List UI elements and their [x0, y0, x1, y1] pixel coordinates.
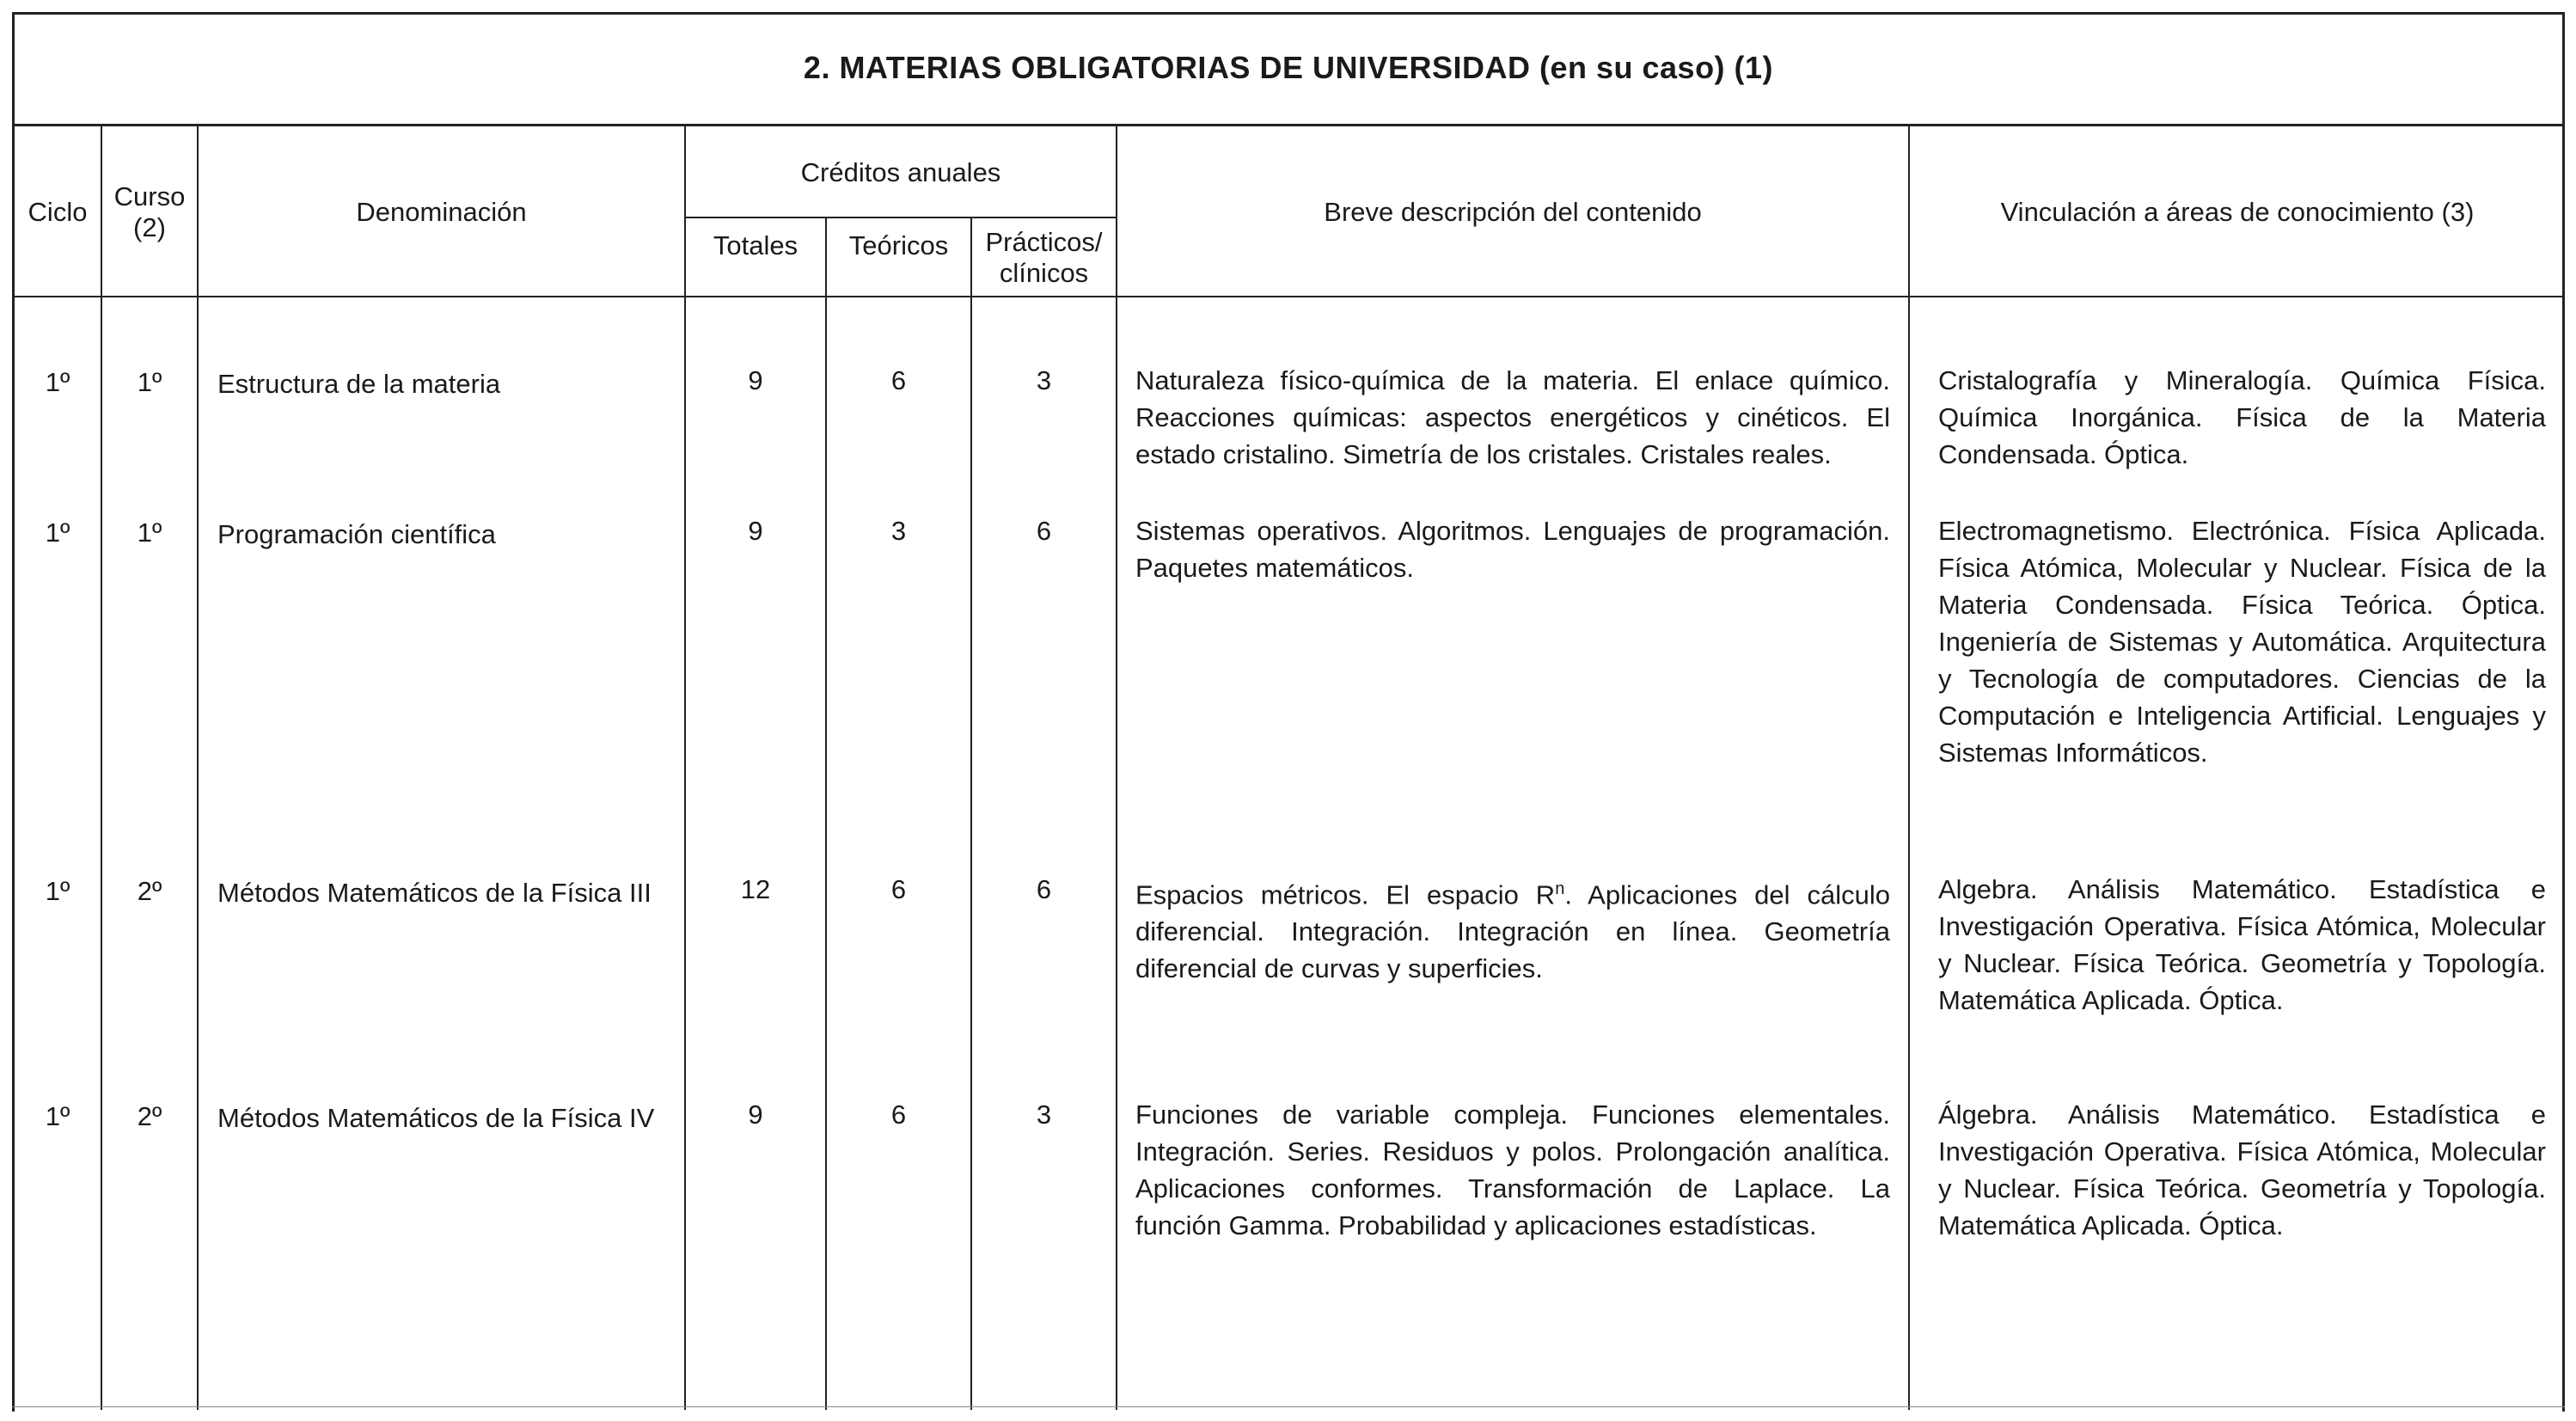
header-descripcion: Breve descripción del contenido — [1324, 197, 1702, 227]
row4-denominacion: Métodos Matemáticos de la Física IV — [217, 1103, 655, 1133]
row3-curso: 2º — [137, 876, 162, 906]
row4-practicos: 3 — [1036, 1099, 1052, 1130]
row4-curso: 2º — [137, 1101, 162, 1131]
col-divider — [1116, 126, 1117, 1410]
header-vinculacion: Vinculación a áreas de conocimiento (3) — [2000, 197, 2475, 227]
header-curso-note: (2) — [133, 212, 166, 242]
row4-vinculacion: Álgebra. Análisis Matemático. Estadística e Investigación Operativa. Física Atómica, Molecular y Nuclear. Física Teórica. Geometría y Topología. Matemática Aplicada. Óptica. — [1938, 1099, 2546, 1240]
row1-curso: 1º — [137, 367, 162, 397]
row1-descripcion: Naturaleza físico-química de la materia. El enlace químico. Reacciones químicas: aspectos energéticos y cinéticos. El estado cristalino. Simetría de los cristales. Cristales reales. — [1135, 365, 1890, 469]
header-practicos-line1: Prácticos/ — [985, 227, 1103, 257]
row1-totales: 9 — [748, 365, 763, 395]
col-divider — [197, 126, 199, 1410]
col-divider — [101, 126, 102, 1410]
row2-practicos: 6 — [1036, 516, 1052, 546]
table-title: 2. MATERIAS OBLIGATORIAS DE UNIVERSIDAD (en su caso) (1) — [12, 12, 2565, 126]
row1-teoricos: 6 — [890, 365, 907, 395]
row4-descripcion: Funciones de variable compleja. Funciones elementales. Integración. Series. Residuos y polos. Prolongación analítica. Aplicaciones conformes. Transformación de Laplace. La función Gamma. Probabilidad y aplicaciones estadísticas. — [1135, 1099, 1890, 1240]
row3-denominacion: Métodos Matemáticos de la Física III — [217, 878, 652, 908]
row3-practicos: 6 — [1036, 874, 1052, 904]
row2-denominacion: Programación científica — [217, 519, 496, 549]
row1-denominacion: Estructura de la materia — [217, 369, 501, 399]
header-curso-label: Curso — [113, 181, 186, 211]
header-ciclo: Ciclo — [28, 197, 88, 227]
header-curso — [102, 129, 197, 296]
row2-descripcion: Sistemas operativos. Algoritmos. Lenguajes de programación. Paquetes matemáticos. — [1135, 516, 1890, 583]
row2-ciclo: 1º — [45, 518, 70, 548]
row3-descripcion-post: . Aplicaciones del cálculo diferencial. Integración. Integración en línea. Geometría diferencial de curvas y superficies. — [1135, 879, 1891, 984]
row2-vinculacion: Electromagnetismo. Electrónica. Física Aplicada. Física Atómica, Molecular y Nuclear. Física de la Materia Condensada. Física Teórica. Óptica. Ingeniería de Sistemas y Automática. Arquitectura y Tecnología de computadores. Ciencias de la Computación e Inteligencia Artificial. Lenguajes y Sistemas Informáticos. — [1938, 516, 2546, 768]
table-bottom-line — [12, 1406, 2565, 1407]
row1-practicos: 3 — [1036, 365, 1052, 395]
header-denominacion: Denominación — [356, 197, 527, 227]
row3-ciclo: 1º — [45, 876, 70, 906]
row4-ciclo: 1º — [45, 1101, 70, 1131]
header-totales: Totales — [713, 230, 798, 260]
row2-totales: 9 — [748, 516, 763, 546]
row3-descripcion-sup: n — [1555, 879, 1565, 898]
row3-teoricos: 6 — [890, 874, 907, 904]
row2-curso: 1º — [137, 518, 162, 548]
header-creditos: Créditos anuales — [800, 157, 1001, 187]
row3-totales: 12 — [740, 874, 771, 904]
row2-teoricos: 3 — [890, 516, 907, 546]
col-divider — [1908, 126, 1910, 1410]
header-practicos-line2: clínicos — [999, 258, 1089, 288]
header-practicos — [972, 220, 1116, 296]
col-divider — [684, 126, 686, 1410]
header-bottom-line — [12, 296, 2565, 297]
row1-vinculacion: Cristalografía y Mineralogía. Química Física. Química Inorgánica. Física de la Materia Condensada. Óptica. — [1938, 365, 2546, 469]
creditos-subheader-line — [684, 217, 1117, 218]
row3-descripcion — [1135, 871, 1890, 987]
row3-descripcion-pre: Espacios métricos. El espacio R — [1135, 879, 1556, 910]
row4-teoricos: 6 — [890, 1099, 907, 1130]
row1-ciclo: 1º — [45, 367, 70, 397]
row4-totales: 9 — [748, 1099, 763, 1130]
header-teoricos: Teóricos — [848, 230, 949, 260]
row3-vinculacion: Algebra. Análisis Matemático. Estadística e Investigación Operativa. Física Atómica, Molecular y Nuclear. Física Teórica. Geometría y Topología. Matemática Aplicada. Óptica. — [1938, 874, 2546, 1015]
